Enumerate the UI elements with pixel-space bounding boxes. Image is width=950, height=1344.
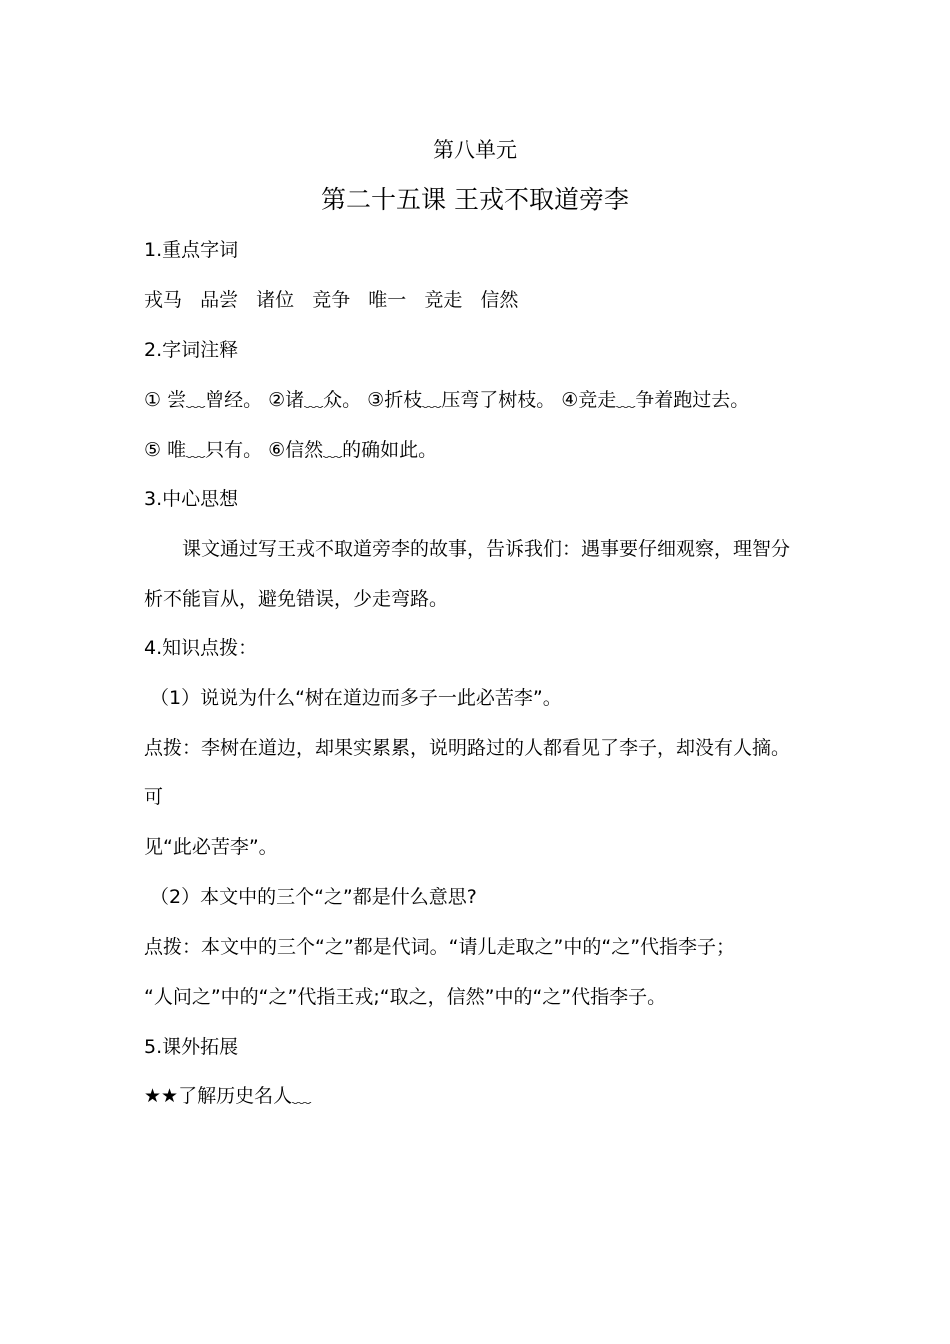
answer-2-line: “人问之”中的“之”代指王戎;“取之，信然”中的“之”代指李子。	[144, 986, 667, 1008]
key-words-list	[144, 287, 530, 313]
lesson-title: 第二十五课 王戎不取道旁李	[321, 185, 629, 214]
annotation-line: ⑤ 唯﹏只有。 ⑥信然﹏的确如此。	[144, 439, 438, 461]
extension-item: ★★了解历史名人﹏	[144, 1085, 312, 1107]
section-heading-extension: 5.课外拓展	[144, 1036, 239, 1058]
unit-title: 第八单元	[433, 138, 517, 162]
key-word: 诸位	[256, 289, 295, 311]
answer-1-line: 点拨：李树在道边，却果实累累，说明路过的人都看见了李子，却没有人摘。	[144, 737, 791, 759]
section-heading-annotations: 2.字词注释	[144, 339, 239, 361]
answer-1-line: 见“此必苦李”。	[144, 836, 278, 858]
question-2: （2）本文中的三个“之”都是什么意思?	[150, 886, 477, 908]
key-word: 唯一	[368, 289, 407, 311]
answer-2-line: 点拨：本文中的三个“之”都是代词。“请儿走取之”中的“之”代指李子；	[144, 936, 736, 958]
section-heading-knowledge: 4.知识点拨：	[144, 637, 258, 659]
question-1: （1）说说为什么“树在道边而多子一此必苦李”。	[150, 687, 562, 709]
key-word: 品尝	[200, 289, 239, 311]
key-word: 信然	[480, 289, 519, 311]
key-word: 竞争	[312, 289, 351, 311]
answer-1-line: 可	[144, 786, 164, 808]
central-idea-line: 课文通过写王戎不取道旁李的故事，告诉我们：遇事要仔细观察，理智分	[182, 538, 791, 560]
key-word: 戎马	[144, 289, 183, 311]
central-idea-line: 析不能盲从，避免错误，少走弯路。	[144, 588, 449, 610]
section-heading-key-words: 1.重点字词	[144, 239, 239, 261]
annotation-line: ① 尝﹏曾经。 ②诸﹏众。 ③折枝﹏压弯了树枝。 ④竞走﹏争着跑过去。	[144, 389, 750, 411]
section-heading-central-idea: 3.中心思想	[144, 488, 239, 510]
key-word: 竞走	[424, 289, 463, 311]
